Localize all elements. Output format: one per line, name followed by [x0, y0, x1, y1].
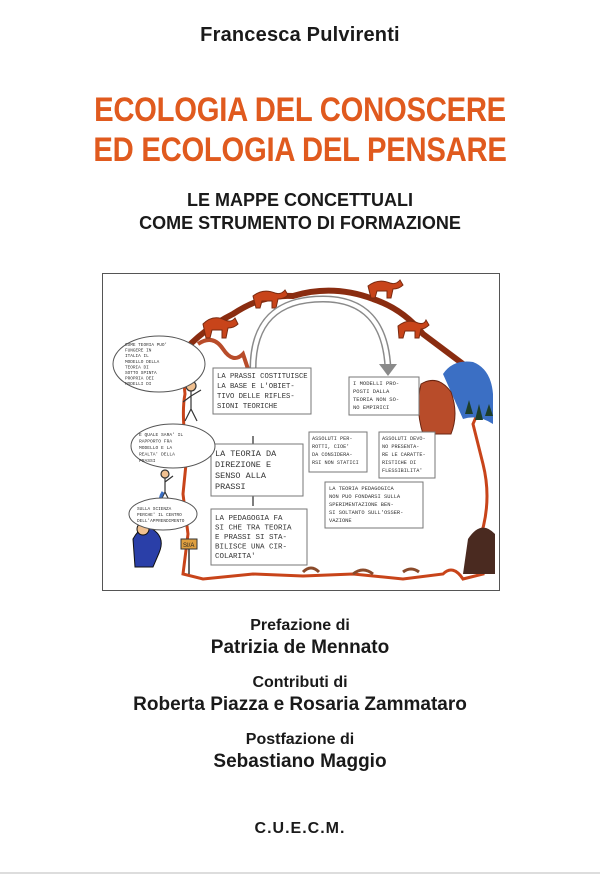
preface-name: Patrizia de Mennato [210, 637, 390, 658]
box-text-3-line: LA PEDAGOGIA FA [215, 515, 283, 523]
bottom-edge [0, 872, 600, 874]
ibex-icon [368, 280, 403, 298]
credits [0, 616, 600, 787]
bubble-text-1-line: MODELLI DI [125, 382, 152, 388]
climber-icon [161, 470, 169, 478]
bubble-text-2-line: MODELLO E LA [139, 446, 173, 451]
title-line-1: ECOLOGIA DEL CONOSCERE [94, 91, 506, 129]
box-text-1-line: LA BASE E L'OBIET- [217, 383, 295, 391]
box-text-3-line: COLARITA' [215, 553, 256, 561]
box-text-7-line: SPERIMENTAZIONE BEN- [329, 502, 394, 508]
box-text-6-line: NO PRESENTA- [382, 444, 420, 450]
postface-credit [0, 730, 600, 774]
bubble-text-1-line: COME TEORIA PUO' [125, 343, 168, 348]
box-text-6-line: RE LE CARATTE- [382, 452, 426, 458]
box-text-7-line: SI SOLTANTO SULL'OSSER- [329, 510, 404, 516]
book-subtitle [0, 189, 600, 235]
subtitle-line-1: LE MAPPE CONCETTUALI [186, 190, 413, 210]
box-text-2-line: DIREZIONE E [215, 460, 272, 470]
box-text-7-line: VAZIONE [329, 518, 352, 524]
sign-label: SI/A [183, 543, 195, 549]
contributors-name: Roberta Piazza e Rosaria Zammataro [133, 694, 467, 715]
bubble-text-2-line: PRASSI [139, 459, 156, 464]
bubble-text-2-line: E QUALE SARA' IL [139, 433, 184, 438]
contributors-credit [0, 673, 600, 717]
box-text-5-line: ASSOLUTI PER- [312, 436, 353, 442]
box-text-4-line: TEORIA NON SO- [353, 396, 400, 403]
preface-role: Prefazione di [250, 617, 350, 634]
postface-role: Postfazione di [245, 731, 355, 748]
bubble-text-3-line: DELL'APPRENDIMENTO [137, 519, 185, 524]
postface-name: Sebastiano Maggio [213, 751, 387, 772]
publisher: C.U.E.C.M. [254, 820, 346, 837]
box-text-5-line: DA CONSIDERA- [312, 452, 353, 458]
box-text-4-line: I MODELLI PRO- [353, 380, 400, 387]
box-text-2-line: SENSO ALLA [215, 471, 267, 481]
box-text-4-line: POSTI DALLA [353, 388, 390, 395]
book-title [42, 90, 558, 170]
author-name: Francesca Pulvirenti [200, 24, 400, 46]
bubble-text-1-line: PROPRIA DEI [125, 376, 154, 382]
box-text-1-line: TIVO DELLE RIFLES- [217, 393, 295, 401]
box-text-7-line: LA TEORIA PEDAGOGICA [329, 486, 394, 492]
title-line-2: ED ECOLOGIA DEL PENSARE [93, 131, 507, 169]
cartoon-drawing [103, 274, 499, 590]
box-text-4-line: NO EMPIRICI [353, 404, 390, 411]
bubble-text-1-line: SOTTO SPINTA [125, 371, 157, 376]
bubble-text-1-line: ITALIA IL [125, 354, 149, 360]
cover-illustration [102, 273, 500, 591]
subtitle-line-2: COME STRUMENTO DI FORMAZIONE [139, 213, 461, 233]
box-text-5-line: RSI NON STATICI [312, 460, 359, 466]
bubble-text-1-line: TEORIA DI [125, 365, 149, 371]
bubble-text-3-line: PERCHE' IL CENTRO [137, 513, 182, 518]
box-text-7-line: NON PUO FONDARSI SULLA [329, 494, 401, 500]
box-text-6-line: RISTICHE DI [382, 460, 417, 466]
box-text-5-line: ROTTI, CIOE' [312, 444, 350, 450]
box-text-1-line: LA PRASSI COSTITUISCE [217, 373, 308, 381]
box-text-1-line: SIONI TEORICHE [217, 403, 278, 411]
bubble-text-1-line: FUNGERE IN [125, 348, 152, 354]
box-text-2-line: LA TEORIA DA [215, 449, 277, 459]
box-text-3-line: E PRASSI SI STA- [215, 534, 288, 542]
box-text-2-line: PRASSI [215, 482, 246, 492]
contributors-role: Contributi di [252, 674, 348, 691]
bubble-text-1-line: MODELLO DELLA [125, 359, 160, 365]
bubble-text-3-line: SULLA SCIENZA [137, 507, 172, 512]
box-text-3-line: SI CHE TRA TEORIA [215, 524, 292, 533]
box-text-6-line: FLESSIBILITA' [382, 468, 423, 474]
bubble-text-2-line: REALTA' DELLA [139, 452, 175, 458]
box-text-6-line: ASSOLUTI DEVO- [382, 436, 426, 442]
bubble-text-2-line: RAPPORTO FRA [139, 439, 173, 445]
box-text-3-line: BILISCE UNA CIR- [215, 543, 288, 552]
preface-credit [0, 616, 600, 660]
